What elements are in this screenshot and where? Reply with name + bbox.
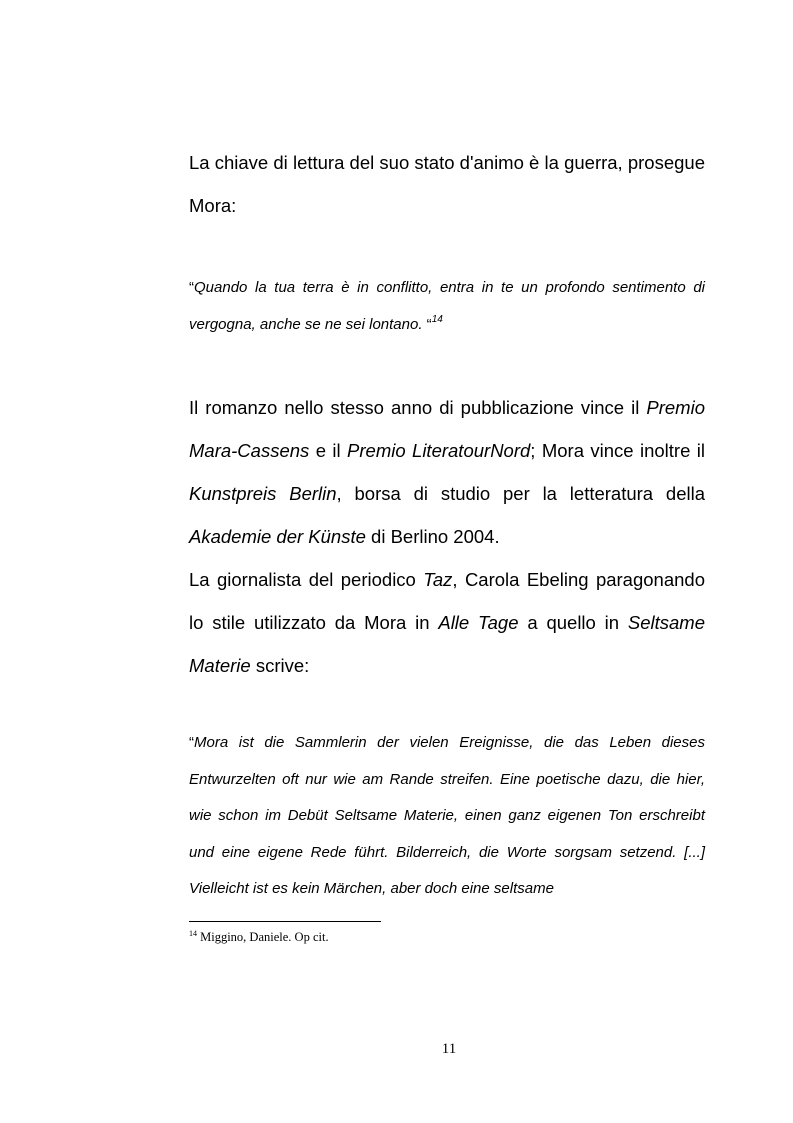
- paragraph-taz-text-3: a quello in: [518, 612, 628, 633]
- paragraph-awards-text-5: di Berlino 2004.: [365, 526, 500, 547]
- quote-ebeling-open-mark: “: [189, 734, 194, 751]
- quote-mora-close-mark: “: [422, 315, 432, 333]
- quote-mora: [189, 270, 705, 343]
- footnote-number: 14: [189, 929, 197, 938]
- paragraph-taz-text-2: , Carola Ebeling paragonando lo stile utilizzato da Mora in: [189, 569, 705, 633]
- page-number-value: 11: [441, 1041, 457, 1057]
- paragraph-awards-text-4: , borsa di studio per la letteratura della: [336, 483, 705, 504]
- footnote: [189, 929, 329, 945]
- paragraph-taz-text-4: scrive:: [250, 655, 310, 676]
- periodical-taz: Taz: [423, 569, 453, 590]
- paragraph-intro: [189, 141, 705, 227]
- footnote-divider: [189, 921, 381, 922]
- page-number: [0, 1040, 793, 1058]
- paragraph-awards-text-2: e il: [309, 440, 348, 461]
- quote-mora-open-mark: “: [189, 279, 194, 296]
- quote-mora-text: Quando la tua terra è in conflitto, entra in te un profondo sentimento di vergogna, anche se ne sei lontano.: [189, 279, 705, 333]
- paragraph-intro-text: La chiave di lettura del suo stato d'animo è la guerra, prosegue Mora:: [189, 152, 705, 216]
- award-kunstpreis-berlin: Kunstpreis Berlin: [189, 483, 337, 504]
- paragraph-awards-text-3: ; Mora vince inoltre il: [530, 440, 705, 461]
- book-seltsame-materie: Seltsame Materie: [189, 612, 706, 676]
- footnote-reference: 14: [431, 313, 443, 325]
- academy-name: Akademie der Künste: [189, 526, 366, 547]
- award-premio-literatournord: Premio LiteratourNord: [347, 440, 531, 461]
- award-premio-mara-cassens: Premio Mara-Cassens: [189, 397, 705, 461]
- footnote-text: Miggino, Daniele. Op cit.: [197, 930, 329, 944]
- paragraph-taz-text-1: La giornalista del periodico: [189, 569, 424, 590]
- paragraph-awards-text-1: Il romanzo nello stesso anno di pubblicazione vince il: [189, 397, 647, 418]
- paragraph-awards: [189, 386, 705, 687]
- quote-ebeling: [189, 725, 705, 908]
- book-alle-tage: Alle Tage: [438, 612, 519, 633]
- quote-ebeling-text: Mora ist die Sammlerin der vielen Ereignisse, die das Leben dieses Entwurzelten oft nur wie am Rande streifen. Eine poetische dazu, die hier, wie schon im Debüt Seltsame Materie, einen ganz eigenen Ton erschreibt und eine eigene Rede führt. Bilderreich, die Worte sorgsam setzend. [...] Vielleicht ist es kein Märchen, aber doch eine seltsame: [189, 734, 705, 897]
